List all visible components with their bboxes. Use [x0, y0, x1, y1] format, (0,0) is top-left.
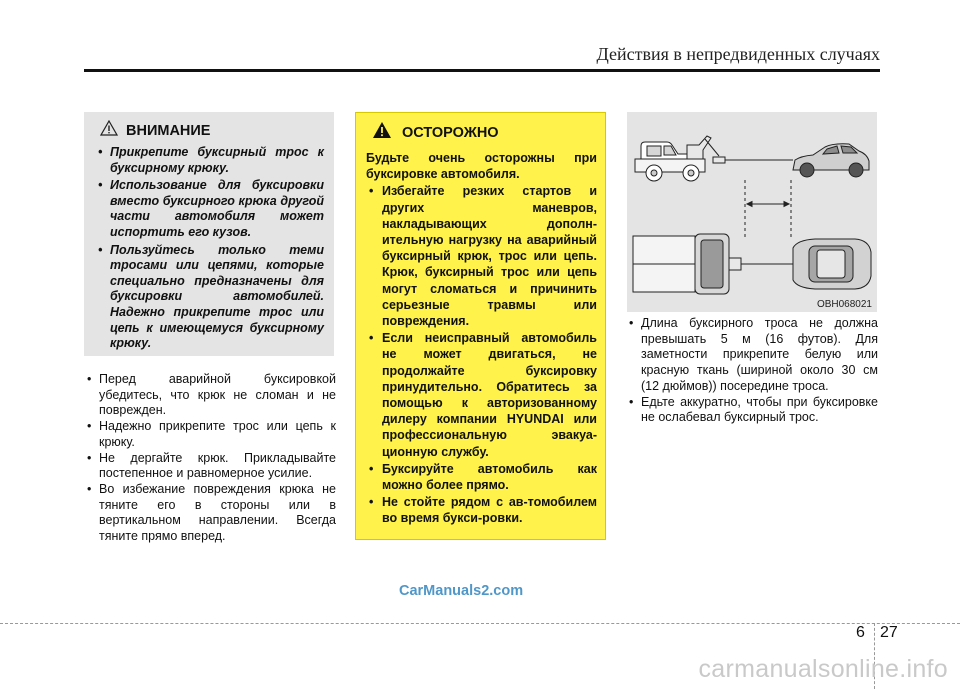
- warning-item: • Избегайте резких стартов и других маневров, накладывающих дополн-ительную нагрузку на аварийный буксирный крюк, трос или цепь. Крюк, буксирный трос или цепь могут сломаться и причинить серьезные травмы или повреждения.: [366, 183, 597, 329]
- car-side-image: [793, 144, 869, 177]
- caution-list: [94, 145, 324, 352]
- list-item: • Надежно прикрепите трос или цепь к крюку.: [84, 419, 336, 450]
- list-item: • Едьте аккуратно, чтобы при буксировке не ослабевал буксирный трос.: [626, 395, 878, 426]
- list-item: • Длина буксирного троса не должна превышать 5 м (16 футов). Для заметности прикрепите белую или красную ткань (шириной около 30 см (12 дюймов)) посередине троса.: [626, 316, 878, 395]
- car-top-image: [793, 239, 871, 289]
- page-number: 27: [880, 624, 898, 641]
- right-instructions-list: [626, 316, 878, 426]
- caution-title: ВНИМАНИЕ: [126, 122, 211, 139]
- header-rule: [84, 69, 880, 72]
- tow-truck-side-image: [635, 136, 725, 181]
- caution-item: • Использование для буксировки вместо буксирного крюка другой части автомобиля может испортить его кузов.: [94, 178, 324, 240]
- warning-item: • Если неисправный автомобиль не может двигаться, не продолжайте буксировку принудительно. Обратитесь за помощью к авторизованному дилеру компании HYUNDAI или профессиональную эвакуа-ционную службу.: [366, 330, 597, 460]
- warning-item: • Буксируйте автомобиль как можно более прямо.: [366, 461, 597, 493]
- warning-title: ОСТОРОЖНО: [402, 124, 499, 141]
- list-item: • Перед аварийной буксировкой убедитесь, что крюк не сломан и не поврежден.: [84, 372, 336, 419]
- header-title: Действия в непредвиденных случаях: [596, 44, 880, 64]
- watermark-carmanualsonline: carmanualsonline.info: [698, 655, 948, 683]
- caution-box: [84, 112, 334, 356]
- warning-triangle-filled-icon: [372, 121, 392, 144]
- warning-item: • Не стойте рядом с ав-томобилем во время букси-ровки.: [366, 494, 597, 526]
- caution-item: • Пользуйтесь только теми тросами или цепями, которые специально предназначены для буксировки автомобилей. Надежно прикрепите трос или цепь к имеющемуся буксирному крюку.: [94, 243, 324, 352]
- list-item: • Не дергайте крюк. Прикладывайте постепенное и равномерное усилие.: [84, 451, 336, 482]
- caution-heading: [100, 120, 324, 141]
- figure-code: OBH068021: [816, 299, 872, 310]
- distance-dimension-lines: [725, 160, 793, 240]
- warning-intro: Будьте очень осторожны при буксировке автомобиля.: [366, 151, 597, 182]
- tow-truck-top-image: [633, 234, 793, 294]
- towing-illustration: [627, 112, 877, 312]
- caution-item: • Прикрепите буксирный трос к буксирному крюку.: [94, 145, 324, 176]
- footer-dashed-line: [0, 623, 960, 624]
- warning-box: [355, 112, 606, 540]
- warning-triangle-outline-icon: [100, 120, 118, 141]
- watermark-carmanuals2: CarManuals2.com: [399, 583, 524, 599]
- warning-list: [366, 183, 597, 526]
- warning-heading: [372, 121, 597, 144]
- list-item: • Во избежание повреждения крюка не тяните его в стороны или в вертикальном направлении. Всегда тяните прямо вперед.: [84, 482, 336, 545]
- chapter-number: 6: [856, 624, 865, 641]
- left-instructions-list: [84, 372, 336, 545]
